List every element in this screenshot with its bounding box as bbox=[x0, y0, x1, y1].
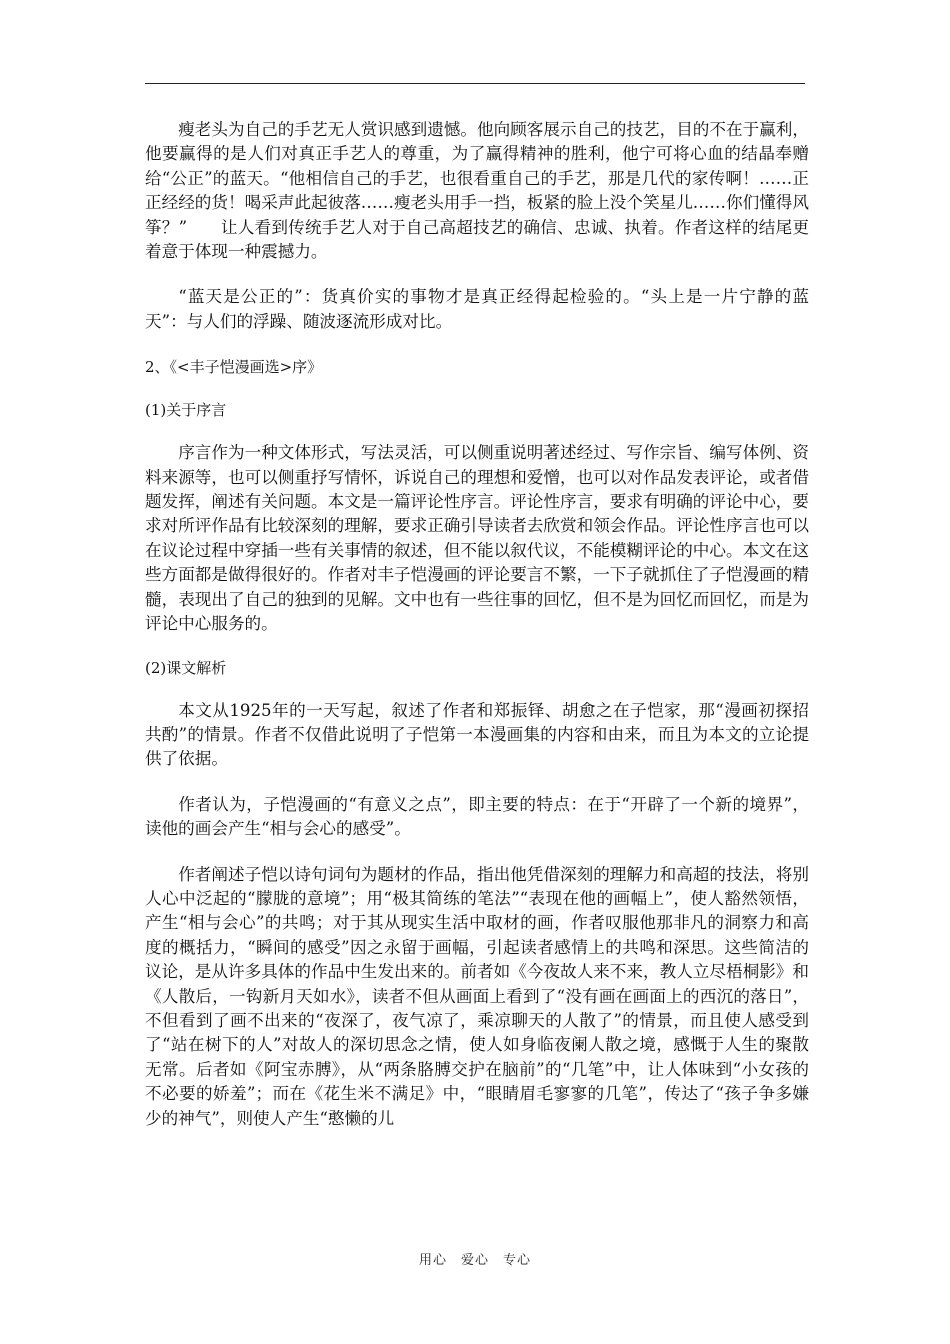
subheading-text-analysis: (2)课文解析 bbox=[145, 658, 227, 677]
paragraph-meaning: 作者认为，子恺漫画的“有意义之点”，即主要的特点：在于“开辟了一个新的境界”，读他的画会产生“相与会心的感受”。 bbox=[145, 794, 809, 839]
document-body bbox=[145, 118, 809, 1131]
paragraph-1925: 本文从1925年的一天写起，叙述了作者和郑振铎、胡愈之在子恺家，那“漫画初探招共酌”的情景。作者不仅借此说明了子恺第一本漫画集的内容和由来，而且为本文的立论提供了依据。 bbox=[145, 700, 809, 769]
paragraph-blue-sky: “蓝天是公正的”：货真价实的事物才是真正经得起检验的。“头上是一片宁静的蓝天”：与人们的浮躁、随波逐流形成对比。 bbox=[145, 287, 809, 331]
subheading-about-preface: (1)关于序言 bbox=[145, 401, 227, 420]
page-footer: 用心 爱心 专心 bbox=[418, 1253, 531, 1268]
paragraph-preface: 序言作为一种文体形式，写法灵活，可以侧重说明著述经过、写作宗旨、编写体例、资料来源等，也可以侧重抒写情怀，诉说自己的理想和爱憎，也可以对作品发表评论，或者借题发挥，阐述有关问题。本文是一篇评论性序言。评论性序言，要求有明确的评论中心，要求对所评作品有比较深刻的理解，要求正确引导读者去欣赏和领会作品。评论性序言也可以在议论过程中穿插一些有关事情的叙述，但不能以叙代议，不能模糊评论的中心。本文在这些方面都是做得很好的。作者对丰子恺漫画的评论要言不繁，一下子就抓住了子恺漫画的精髓，表现出了自己的独到的见解。文中也有一些往事的回忆，但不是为回忆而回忆，而是为评论中心服务的。 bbox=[145, 443, 809, 634]
header-rule bbox=[145, 83, 805, 84]
section-heading: 2、《<丰子恺漫画选>序》 bbox=[145, 358, 323, 377]
paragraph-kite-ending: 瘦老头为自己的手艺无人赏识感到遗憾。他向顾客展示自己的技艺，目的不在于赢利，他要赢得的是人们对真正手艺人的尊重，为了赢得精神的胜利，他宁可将心血的结晶奉赠给“公正”的蓝天。“他相信自己的手艺，也很看重自己的手艺，那是几代的家传啊！……正正经经的货！喝采声此起彼落……瘦老头用手一挡，板紧的脸上没个笑星儿……你们懂得风筝？” 让人看到传统手艺人对于自己高超技艺的确信、忠诚、执着。作者这样的结尾更着意于体现一种震撼力。 bbox=[145, 120, 809, 262]
paragraph-analysis: 作者阐述子恺以诗句词句为题材的作品，指出他凭借深刻的理解力和高超的技法，将别人心中泛起的“朦胧的意境”；用“极其简练的笔法”“表现在他的画幅上”，使人豁然领悟，产生“相与会心”的共鸣；对于其从现实生活中取材的画，作者叹服他那非凡的洞察力和高度的概括力，“瞬间的感受”因之永留于画幅，引起读者感情上的共鸣和深思。这些简洁的议论，是从许多具体的作品中生发出来的。前者如《今夜故人来不来，教人立尽梧桐影》和《人散后，一钩新月天如水》，读者不但从画面上看到了“没有画在画面上的西沉的落日”，不但看到了画不出来的“夜深了，夜气凉了，乘凉聊天的人散了”的情景，而且使人感受到了“站在树下的人”对故人的深切思念之情，使人如身临夜阑人散之境，感慨于人生的聚散无常。后者如《阿宝赤膊》，从“两条胳膊交护在脑前”的“几笔”中，让人体味到“小女孩的不必要的娇羞”；而在《花生米不满足》中，“眼睛眉毛寥寥的几笔”，传达了“孩子争多嫌少的神气”，则使人产生“憨懒的儿 bbox=[145, 864, 809, 1128]
